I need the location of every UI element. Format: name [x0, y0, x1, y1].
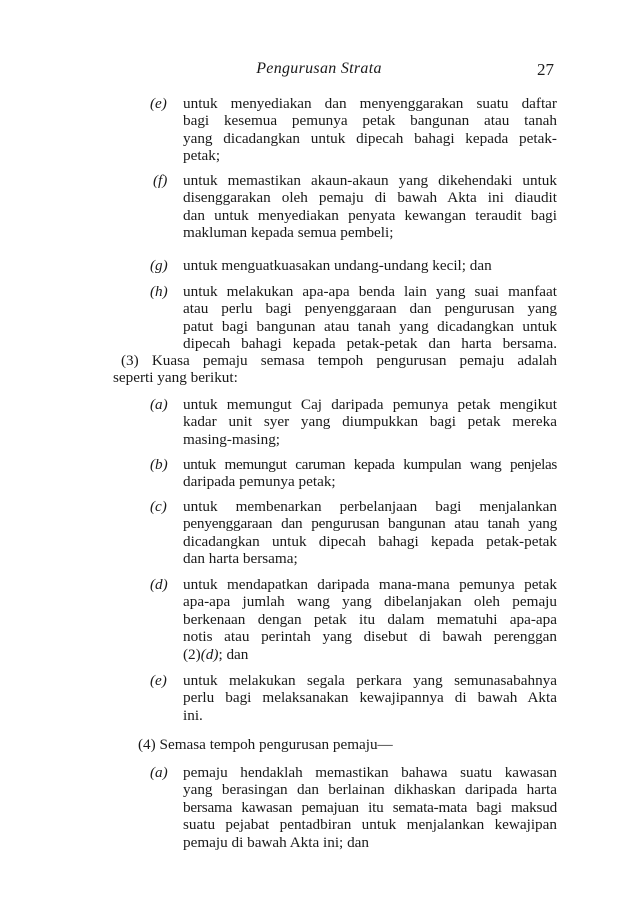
list-item-3e — [150, 672, 557, 724]
item-line: masing-masing; — [183, 430, 281, 448]
item-label: (d) — [150, 576, 168, 593]
item-line-tail: ; dan — [218, 645, 249, 663]
item-line: penyenggaraan dan pengurusan bangunan atau tanah yang — [183, 515, 557, 533]
item-body — [183, 672, 557, 724]
item-body — [183, 764, 557, 851]
subsection-4-heading: (4) Semasa tempoh pengurusan pemaju— — [138, 736, 393, 753]
item-label: (e) — [150, 672, 167, 689]
item-body — [183, 283, 557, 353]
item-line: untuk mendapatkan daripada mana-mana pemunya petak — [183, 576, 557, 593]
item-label: (f) — [153, 172, 168, 189]
paragraph-ref-number: (2) — [183, 645, 201, 663]
item-body — [183, 498, 557, 568]
item-line: dipecah bahagi kepada petak-petak dan harta bersama. — [183, 335, 557, 353]
item-line: patut bagi bangunan atau tanah yang dicadangkan untuk — [183, 317, 557, 335]
item-label: (g) — [150, 257, 168, 274]
item-label: (h) — [150, 283, 168, 300]
paragraph-ref-letter: (d) — [200, 645, 219, 663]
list-item-2h — [150, 283, 557, 353]
item-line — [183, 646, 557, 663]
item-line: apa-apa jumlah wang yang dibelanjakan oleh pemaju — [183, 593, 557, 611]
list-item-2f — [150, 172, 557, 242]
list-item-3d — [150, 576, 557, 663]
item-line: bagi kesemua pemunya petak bangunan atau tanah — [183, 112, 557, 130]
list-item-3c — [150, 498, 557, 568]
subsection-3-second-line: seperti yang berikut: — [113, 369, 238, 387]
item-line: untuk membenarkan perbelanjaan bagi menjalankan — [183, 498, 557, 515]
item-line: atau perlu bagi penyenggaraan dan pengurusan yang — [183, 300, 557, 318]
list-item-2e — [150, 95, 557, 165]
item-body — [183, 172, 557, 242]
list-item-3a — [150, 396, 557, 448]
item-line: bersama kawasan pemajuan itu semata-mata bagi maksud — [183, 798, 557, 816]
running-header-title: Pengurusan Strata — [256, 60, 382, 77]
list-item-3b — [150, 456, 557, 491]
item-line: makluman kepada semua pembeli; — [183, 224, 394, 242]
item-label: (c) — [150, 498, 167, 515]
item-body — [183, 95, 557, 165]
item-line: notis atau perintah yang disebut di bawah perenggan — [183, 628, 557, 646]
item-line: untuk melakukan segala perkara yang semunasabahnya — [183, 672, 557, 689]
item-line: perlu bagi melaksanakan kewajipannya di bawah Akta — [183, 689, 557, 707]
page-number: 27 — [537, 60, 554, 79]
item-line: yang berasingan dan berlainan dikhaskan daripada harta — [183, 781, 557, 799]
item-line: pemaju hendaklah memastikan bahawa suatu kawasan — [183, 764, 557, 781]
item-label: (a) — [150, 764, 168, 781]
item-line: pemaju di bawah Akta ini; dan — [183, 833, 370, 851]
item-body — [183, 456, 557, 491]
subsection-3 — [113, 352, 557, 387]
item-line: untuk memungut caruman kepada kumpulan wang penjelas — [183, 456, 557, 473]
item-line: dicadangkan untuk dipecah bahagi kepada petak-petak — [183, 532, 557, 550]
item-label: (a) — [150, 396, 168, 413]
item-line: dan untuk menyediakan penyata kewangan teraudit bagi — [183, 206, 557, 224]
item-line: daripada pemunya petak; — [183, 473, 336, 491]
item-line: suatu pejabat pentadbiran untuk menjalankan kewajipan — [183, 816, 557, 834]
item-line: yang dicadangkan untuk dipecah bahagi kepada petak- — [183, 129, 557, 147]
item-line: untuk menyediakan dan menyenggarakan suatu daftar — [183, 95, 557, 112]
item-body — [183, 257, 557, 274]
list-item-4a — [150, 764, 557, 851]
item-line: untuk menguatkuasakan undang-undang kecil; dan — [183, 257, 492, 274]
item-line: disenggarakan oleh pemaju di bawah Akta ini diaudit — [183, 189, 557, 207]
item-label: (e) — [150, 95, 167, 112]
item-line: ini. — [183, 706, 203, 724]
item-line: untuk memungut Caj daripada pemunya petak mengikut — [183, 396, 557, 413]
item-body — [183, 576, 557, 663]
item-line: berkenaan dengan petak itu dalam mematuhi apa-apa — [183, 610, 557, 628]
item-line: untuk melakukan apa-apa benda lain yang suai manfaat — [183, 283, 557, 300]
item-line: kadar unit syer yang diumpukkan bagi petak mereka — [183, 413, 557, 431]
item-line: dan harta bersama; — [183, 550, 298, 568]
item-label: (b) — [150, 456, 168, 473]
item-line: untuk memastikan akaun-akaun yang dikehendaki untuk — [183, 172, 557, 189]
item-body — [183, 396, 557, 448]
item-line: petak; — [183, 147, 221, 165]
list-item-2g — [150, 257, 557, 274]
subsection-3-first-line: (3) Kuasa pemaju semasa tempoh pengurusan pemaju adalah — [121, 352, 557, 369]
